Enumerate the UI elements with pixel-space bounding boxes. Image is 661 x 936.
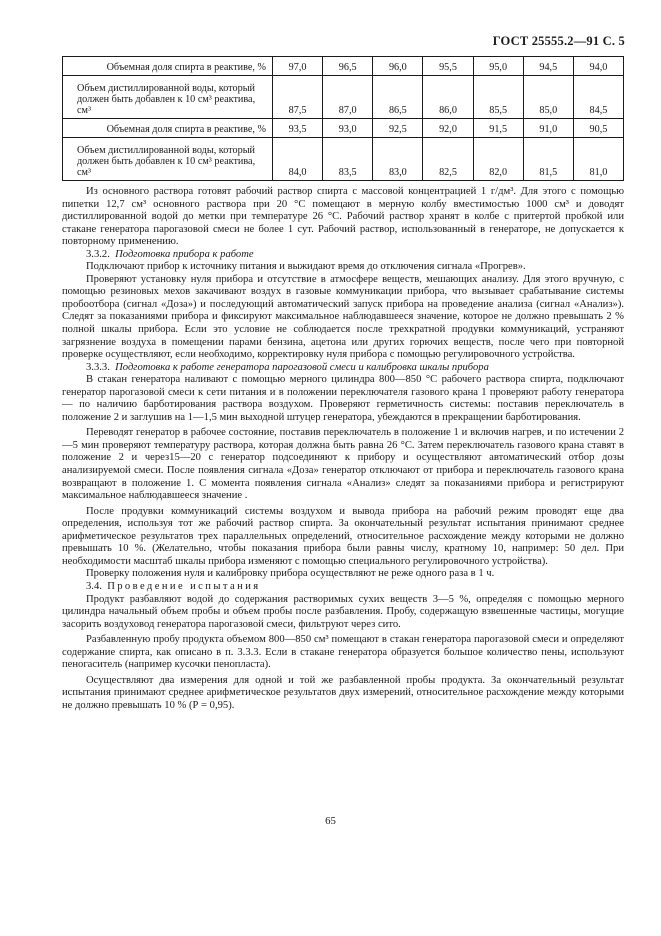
table-cell: 96,0 <box>373 57 423 76</box>
paragraph: Переводят генератор в рабочее состояние, поставив переключатель в положение 1 и включив нагрев, и по истечении 2—5 мин проверяют температуру раствора, которая должна быть равна 26 °С. Затем переключатель газового крана ставят в положение 2 и через15—20 с генератор подсоединяют к прибору и осуществляют автоматический отбор дозы анализируемой смеси. После появления сигнала «Доза» генератор отключают от прибора и переключатель газового крана возвращают в положение 1. С момента появления сигнала «Анализ» следят за показаниями прибора и регистрируют максимальное наблюдавшееся значение . <box>62 427 624 502</box>
table-cell: 81,0 <box>573 138 623 181</box>
table-cell: 96,5 <box>323 57 373 76</box>
section-heading-3-3-3 <box>62 362 624 375</box>
body-text <box>62 186 624 712</box>
table-cell: 91,5 <box>473 119 523 138</box>
row-label: Объемная доля спирта в реактиве, % <box>63 57 273 76</box>
section-number: 3.3.3. <box>86 361 110 373</box>
table-cell: 83,0 <box>373 138 423 181</box>
table-cell: 82,0 <box>473 138 523 181</box>
section-heading-3-3-2 <box>62 249 624 262</box>
table-cell: 93,5 <box>273 119 323 138</box>
table-cell: 93,0 <box>323 119 373 138</box>
section-heading-3-4 <box>62 581 624 594</box>
paragraph: В стакан генератора наливают с помощью мерного цилиндра 800—850 °С рабочего раствора спирта, подключают генератор парогазовой смеси к сети питания и в положении переключателя газового крана 1 проверяют работу генератора — по наличию барботирования раствора воздухом. Проверяют герметичность системы: поставив переключатель в положение 2 и заглушив на 1—1,5 мин выходной штуцер генератора, убеждаются в прекращении барботирования. <box>62 374 624 423</box>
table-cell: 95,0 <box>473 57 523 76</box>
paragraph: Подключают прибор к источнику питания и выжидают время до отключения сигнала «Прогрев». <box>86 261 526 273</box>
table-row <box>63 76 624 119</box>
table-cell: 94,0 <box>573 57 623 76</box>
paragraph: Из основного раствора готовят рабочий раствор спирта с массовой концентрацией 1 г/дм³. Для этого с помощью пипетки 12,7 см³ основного раствора при 20 °С помещают в мерную колбу вместимостью 1000 см³ и доводят дистиллированной водой до метки при температуре 26 °С. Рабочий раствор хранят в колбе с притертой пробкой или стакане генератора парогазовой смеси не более 1 сут. Рабочий раствор, использованный в генераторе, не допускается к повторному применению. <box>62 186 624 248</box>
table-row <box>63 138 624 181</box>
table-cell: 87,5 <box>273 76 323 119</box>
dilution-table <box>62 56 624 181</box>
table-cell: 91,0 <box>523 119 573 138</box>
table-cell: 84,0 <box>273 138 323 181</box>
table-cell: 86,0 <box>423 76 473 119</box>
row-label: Объем дистиллированной воды, который должен быть добавлен к 10 см³ реактива, см³ <box>63 76 273 119</box>
table-cell: 87,0 <box>323 76 373 119</box>
paragraph: После продувки коммуникаций системы воздухом и вывода прибора на рабочий режим проводят еще два определения, используя тот же рабочий раствор спирта. За окончательный результат испытания принимают среднее арифметическое результатов трех параллельных определений, относительное расхождение между которыми не должно превышать 10 %. (Желательно, чтобы показания прибора были равны числу, кратному 10, например: 50 дел. При необходимости масштаб шкалы прибора изменяют с помощью специального регулировочного устройства). <box>62 505 624 567</box>
paragraph: Проверяют установку нуля прибора и отсутствие в атмосфере веществ, мешающих анализу. Для этого вручную, с помощью резиновых мехов закачивают воздух в газовые коммуникации прибора, что вызывает срабатывание системы пробоотбора (сигнал «Доза») и последующий автоматический запуск прибора на проведение анализа (сигнал «Анализ»). Следят за показаниями прибора и фиксируют максимальное наблюдавшееся значение, которое не должно превышать 2 % полной шкалы прибора. Если это условие не соблюдается после трехкратной продувки коммуникаций, устраняют загрязнение воздуха в помещении парами бензина, ацетона или других горючих веществ, после чего при повторной проверке осуществляют, если необходимо, корректировку нуля прибора с помощью регулировочного устройства. <box>62 273 624 361</box>
table-cell: 92,0 <box>423 119 473 138</box>
section-title: Проведение испытания <box>107 580 261 592</box>
table-cell: 84,5 <box>573 76 623 119</box>
paragraph: Осуществляют два измерения для одной и той же разбавленной пробы продукта. За окончательный результат испытания принимают среднее арифметическое результатов двух измерений, относительное расхождение между которыми не должно превышать 10 % (Р = 0,95). <box>62 674 624 711</box>
table-cell: 94,5 <box>523 57 573 76</box>
paragraph: Разбавленную пробу продукта объемом 800—850 см³ помещают в стакан генератора парогазовой смеси и определяют содержание спирта, как описано в п. 3.3.3. Если в стакане генератора образуется большое количество пены, используют пеногаситель (например кусочки пенопласта). <box>62 634 624 671</box>
table-cell: 90,5 <box>573 119 623 138</box>
section-number: 3.4. <box>86 580 102 592</box>
paragraph: Проверку положения нуля и калибровку прибора осуществляют не реже одного раза в 1 ч. <box>86 568 495 580</box>
paragraph: Продукт разбавляют водой до содержания растворимых сухих веществ 3—5 %, определяя с помощью мерного цилиндра начальный объем пробы и объем пробы после разбавления. Пробу, содержащую взвешенные частицы, могущие засорить воздуховод генератора парогазовой смеси, фильтруют через сито. <box>62 593 624 630</box>
table-cell: 81,5 <box>523 138 573 181</box>
table-cell: 85,5 <box>473 76 523 119</box>
section-title: Подготовка прибора к работе <box>115 248 254 260</box>
table-cell: 95,5 <box>423 57 473 76</box>
table-cell: 86,5 <box>373 76 423 119</box>
row-label: Объемная доля спирта в реактиве, % <box>63 119 273 138</box>
table-cell: 82,5 <box>423 138 473 181</box>
section-title: Подготовка к работе генератора парогазовой смеси и калибровка шкалы прибора <box>115 361 489 373</box>
table-cell: 92,5 <box>373 119 423 138</box>
table-row <box>63 57 624 76</box>
row-label: Объем дистиллированной воды, который должен быть добавлен к 10 см³ реактива, см³ <box>63 138 273 181</box>
page-number: 65 <box>325 815 336 827</box>
table-cell: 85,0 <box>523 76 573 119</box>
table-row <box>63 119 624 138</box>
table-cell: 97,0 <box>273 57 323 76</box>
page-header: ГОСТ 25555.2—91 С. 5 <box>492 34 625 48</box>
table-cell: 83,5 <box>323 138 373 181</box>
section-number: 3.3.2. <box>86 248 110 260</box>
